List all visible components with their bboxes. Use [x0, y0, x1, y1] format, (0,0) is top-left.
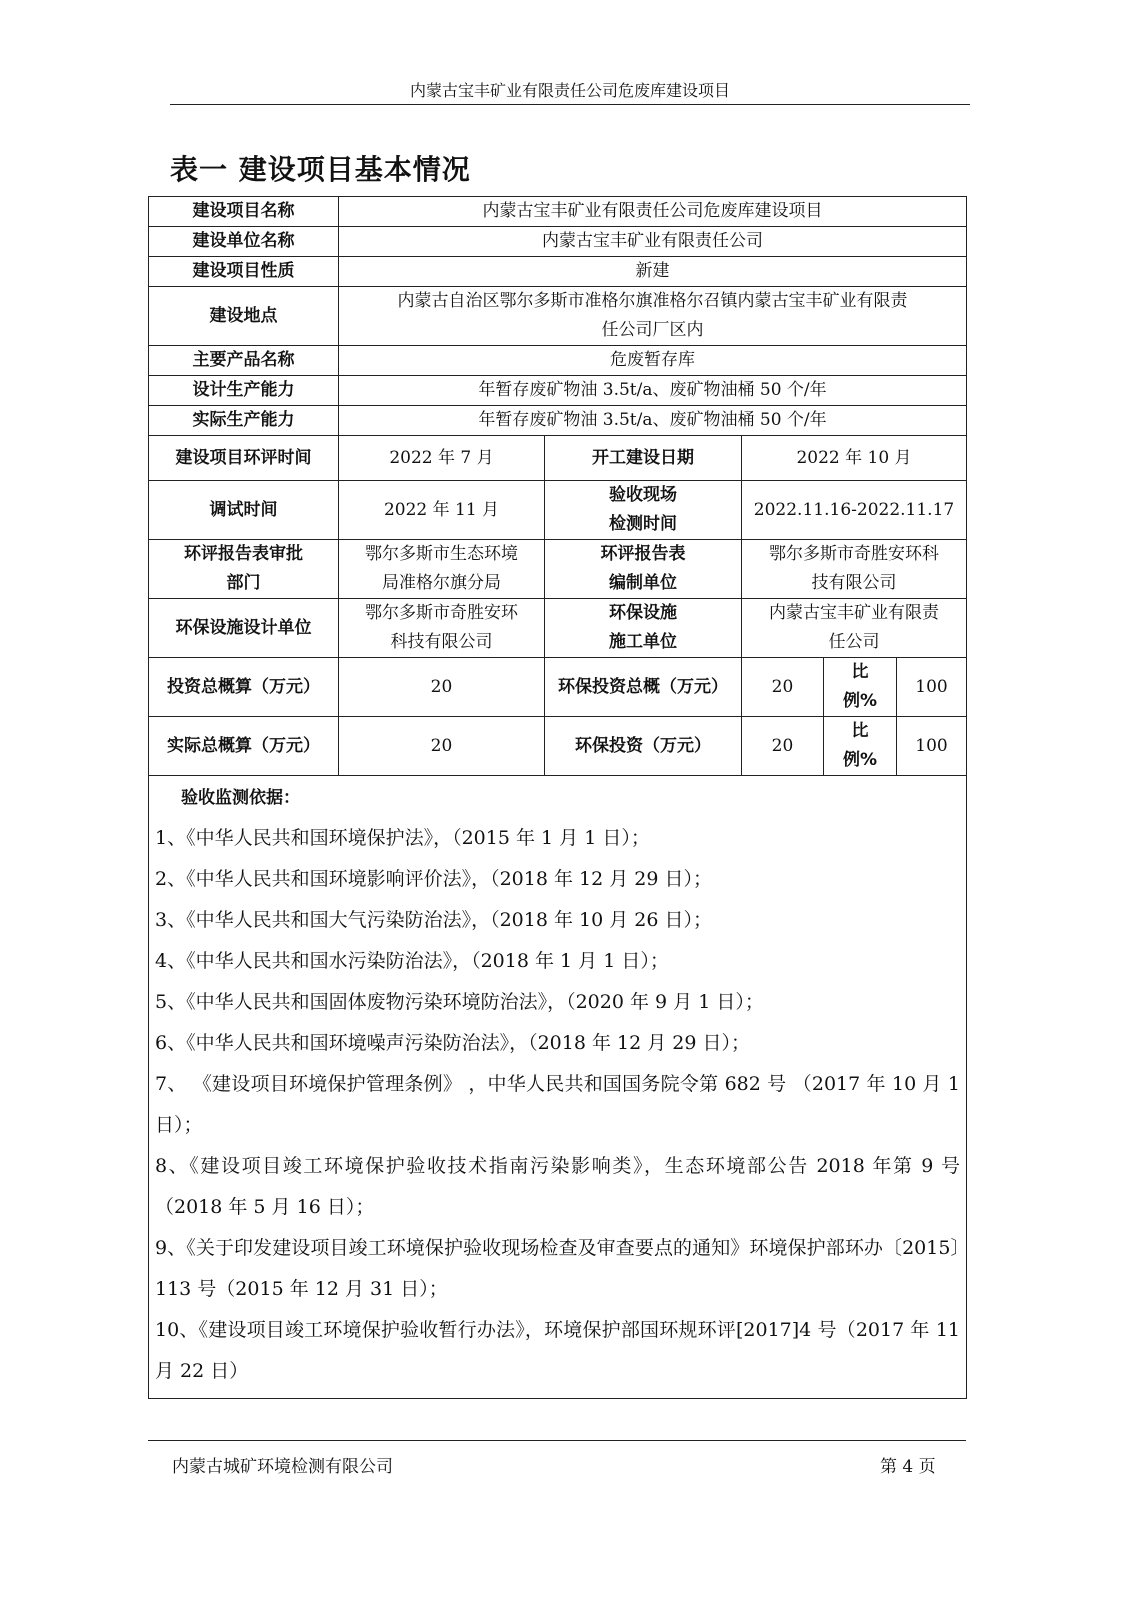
debug-time-label: 调试时间 — [149, 481, 339, 540]
table-row — [149, 257, 967, 287]
table-row — [149, 658, 967, 717]
header-divider — [170, 104, 970, 105]
ratio-label — [824, 658, 897, 717]
report-unit-line-1: 鄂尔多斯市奇胜安环科 — [769, 544, 940, 564]
check-time-value: 2022.11.16-2022.11.17 — [742, 481, 967, 540]
design-capacity-label: 设计生产能力 — [149, 376, 339, 406]
env-invest-value: 20 — [742, 717, 824, 776]
actual-total-value: 20 — [339, 717, 545, 776]
check-time-label-line-1: 验收现场 — [609, 485, 677, 505]
ratio-value: 100 — [897, 717, 967, 776]
invest-total-label: 投资总概算（万元） — [149, 658, 339, 717]
unit-label: 建设单位名称 — [149, 227, 339, 257]
basis-item-7: 7、 《建设项目环境保护管理条例》 ，中华人民共和国国务院令第 682 号 （2017 年 10 月 1 日）； — [155, 1073, 961, 1136]
report-unit-line-2: 技有限公司 — [811, 573, 897, 593]
table-row — [149, 481, 967, 540]
invest-total-value: 20 — [339, 658, 545, 717]
basis-item-10: 10、《建设项目竣工环境保护验收暂行办法》，环境保护部国环规环评[2017]4 号（2017 年 11 月 22 日） — [155, 1319, 961, 1382]
table-row — [149, 540, 967, 599]
project-name-label: 建设项目名称 — [149, 197, 339, 227]
acceptance-basis-heading: 验收监测依据： — [181, 788, 300, 808]
check-time-label — [545, 481, 742, 540]
report-unit-label — [545, 540, 742, 599]
project-name-value: 内蒙古宝丰矿业有限责任公司危废库建设项目 — [339, 197, 967, 227]
actual-total-label: 实际总概算（万元） — [149, 717, 339, 776]
location-label: 建设地点 — [149, 287, 339, 346]
location-value — [339, 287, 967, 346]
basis-item-9: 9、《关于印发建设项目竣工环境保护验收现场检查及审查要点的通知》环境保护部环办〔2015〕113 号（2015 年 12 月 31 日）； — [155, 1237, 961, 1300]
nature-label: 建设项目性质 — [149, 257, 339, 287]
location-line-1: 内蒙古自治区鄂尔多斯市准格尔旗准格尔召镇内蒙古宝丰矿业有限责 — [397, 291, 908, 311]
ratio-label-line-2: 例% — [842, 750, 878, 770]
page-title: 表一 建设项目基本情况 — [170, 153, 471, 186]
eia-time-value: 2022 年 7 月 — [339, 436, 545, 481]
table-row — [149, 287, 967, 346]
table-row — [149, 227, 967, 257]
construct-unit-label-line-1: 环保设施 — [609, 603, 677, 623]
report-unit-value — [742, 540, 967, 599]
check-time-label-line-2: 检测时间 — [609, 514, 677, 534]
approval-dept-line-2: 局准格尔旗分局 — [382, 573, 501, 593]
eia-time-label: 建设项目环评时间 — [149, 436, 339, 481]
design-unit-value — [339, 599, 545, 658]
acceptance-basis-cell — [149, 776, 967, 1399]
basis-item-8: 8、《建设项目竣工环境保护验收技术指南污染影响类》，生态环境部公告 2018 年第 9 号（2018 年 5 月 16 日）； — [155, 1155, 961, 1218]
basic-info-table — [148, 196, 967, 1399]
ratio-label-line-1: 比 — [851, 662, 869, 682]
start-date-value: 2022 年 10 月 — [742, 436, 967, 481]
design-capacity-value: 年暂存废矿物油 3.5t/a、废矿物油桶 50 个/年 — [339, 376, 967, 406]
report-unit-label-line-2: 编制单位 — [609, 573, 677, 593]
unit-value: 内蒙古宝丰矿业有限责任公司 — [339, 227, 967, 257]
basis-item-4: 4、《中华人民共和国水污染防治法》，（2018 年 1 月 1 日）； — [155, 950, 669, 972]
basis-item-6: 6、《中华人民共和国环境噪声污染防治法》，（2018 年 12 月 29 日）； — [155, 1032, 750, 1054]
env-invest-total-value: 20 — [742, 658, 824, 717]
basis-item-3: 3、《中华人民共和国大气污染防治法》，（2018 年 10 月 26 日）； — [155, 909, 712, 931]
approval-dept-label — [149, 540, 339, 599]
product-label: 主要产品名称 — [149, 346, 339, 376]
actual-capacity-label: 实际生产能力 — [149, 406, 339, 436]
table-row — [149, 776, 967, 1399]
table-row — [149, 717, 967, 776]
table-row — [149, 436, 967, 481]
basis-item-2: 2、《中华人民共和国环境影响评价法》，（2018 年 12 月 29 日）； — [155, 868, 712, 890]
table-row — [149, 197, 967, 227]
debug-time-value: 2022 年 11 月 — [339, 481, 545, 540]
construct-unit-line-1: 内蒙古宝丰矿业有限责 — [769, 603, 940, 623]
design-unit-line-2: 科技有限公司 — [390, 632, 493, 652]
basis-item-1: 1、《中华人民共和国环境保护法》，（2015 年 1 月 1 日）； — [155, 827, 650, 849]
env-invest-total-label: 环保投资总概（万元） — [545, 658, 742, 717]
product-value: 危废暂存库 — [339, 346, 967, 376]
footer-company: 内蒙古城矿环境检测有限公司 — [172, 1457, 393, 1477]
actual-capacity-value: 年暂存废矿物油 3.5t/a、废矿物油桶 50 个/年 — [339, 406, 967, 436]
location-line-2: 任公司厂区内 — [601, 320, 704, 340]
design-unit-line-1: 鄂尔多斯市奇胜安环 — [365, 603, 518, 623]
page-number: 第 4 页 — [880, 1457, 936, 1477]
running-header: 内蒙古宝丰矿业有限责任公司危废库建设项目 — [409, 81, 730, 100]
approval-dept-label-line-1: 环评报告表审批 — [184, 544, 303, 564]
construct-unit-label-line-2: 施工单位 — [609, 632, 677, 652]
construct-unit-line-2: 任公司 — [828, 632, 880, 652]
ratio-value: 100 — [897, 658, 967, 717]
basis-item-5: 5、《中华人民共和国固体废物污染环境防治法》，（2020 年 9 月 1 日）； — [155, 991, 764, 1013]
table-row — [149, 346, 967, 376]
construct-unit-value — [742, 599, 967, 658]
approval-dept-label-line-2: 部门 — [226, 573, 261, 593]
approval-dept-line-1: 鄂尔多斯市生态环境 — [365, 544, 518, 564]
nature-value: 新建 — [339, 257, 967, 287]
report-unit-label-line-1: 环评报告表 — [600, 544, 686, 564]
start-date-label: 开工建设日期 — [545, 436, 742, 481]
ratio-label-line-1: 比 — [851, 721, 869, 741]
design-unit-label: 环保设施设计单位 — [149, 599, 339, 658]
approval-dept-value — [339, 540, 545, 599]
table-row — [149, 406, 967, 436]
footer-divider — [148, 1440, 966, 1441]
table-row — [149, 376, 967, 406]
env-invest-label: 环保投资（万元） — [545, 717, 742, 776]
construct-unit-label — [545, 599, 742, 658]
ratio-label — [824, 717, 897, 776]
table-row — [149, 599, 967, 658]
ratio-label-line-2: 例% — [842, 691, 878, 711]
